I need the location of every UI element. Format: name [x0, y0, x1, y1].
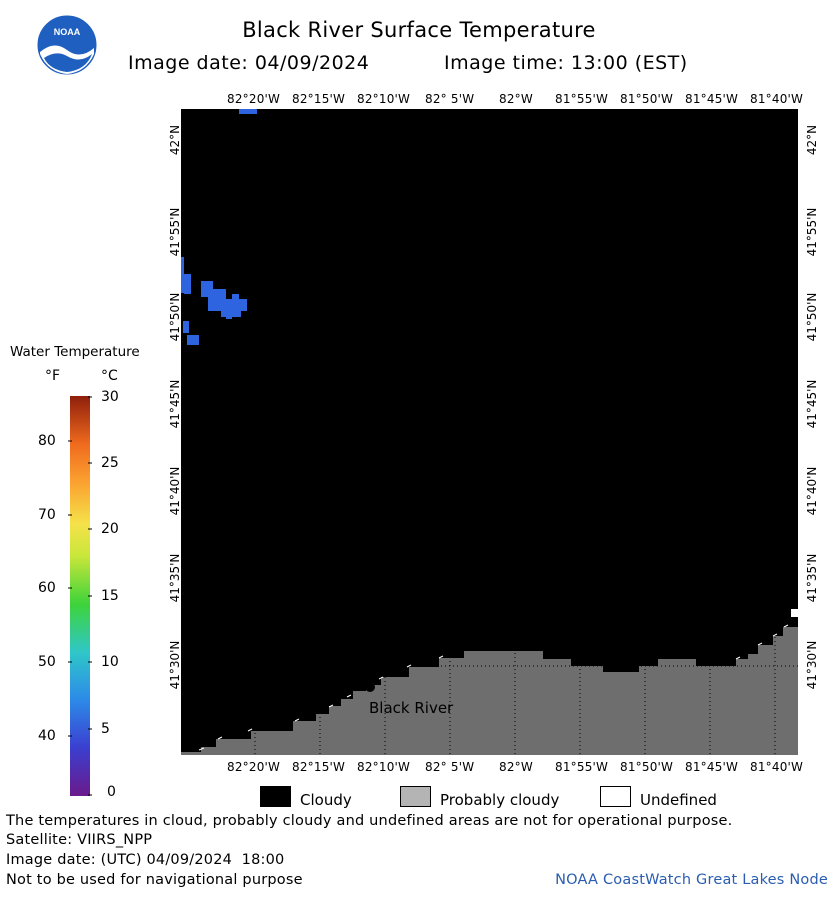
c-tick: 0 — [107, 784, 116, 800]
lat-tick-right: 41°40'N — [805, 466, 819, 516]
disclaimer: The temperatures in cloud, probably cloudy and undefined areas are not for operational purpose. — [6, 813, 733, 829]
lon-tick-top: 81°55'W — [555, 92, 609, 106]
lon-tick-top: 82°15'W — [292, 92, 346, 106]
lon-tick-bottom: 82° 5'W — [425, 760, 475, 774]
lat-tick-left: 41°40'N — [168, 466, 182, 516]
map-panel — [181, 109, 798, 755]
lon-tick-bottom: 81°45'W — [685, 760, 739, 774]
lon-tick-top: 81°40'W — [750, 92, 804, 106]
c-tick: 15 — [101, 588, 119, 604]
lon-tick-top: 82°10'W — [357, 92, 411, 106]
colorbar — [68, 396, 92, 796]
lat-tick-right: 41°45'N — [805, 379, 819, 429]
legend-swatch-undefined — [600, 786, 631, 807]
lat-tick-left: 41°55'N — [168, 207, 182, 257]
colorbar-unit-f: °F — [45, 368, 61, 384]
lon-tick-bottom: 82°15'W — [292, 760, 346, 774]
nav-warning: Not to be used for navigational purpose — [6, 872, 303, 888]
lat-tick-left: 42°N — [168, 124, 182, 156]
black-river-marker — [365, 682, 375, 692]
lat-tick-right: 41°30'N — [805, 640, 819, 690]
image-time: Image time: 13:00 (EST) — [444, 52, 688, 74]
legend-label-probably-cloudy: Probably cloudy — [440, 791, 560, 809]
c-tick: 30 — [101, 389, 119, 405]
c-tick: 5 — [101, 721, 110, 737]
lon-tick-top: 82°W — [499, 92, 533, 106]
legend-swatch-probably-cloudy — [400, 786, 431, 807]
lon-tick-bottom: 81°55'W — [555, 760, 609, 774]
f-tick: 50 — [38, 654, 56, 670]
lat-tick-right: 42°N — [805, 124, 819, 156]
legend-label-undefined: Undefined — [640, 791, 717, 809]
lon-tick-top: 82° 5'W — [425, 92, 475, 106]
lon-tick-bottom: 81°50'W — [620, 760, 674, 774]
undefined-patch — [791, 609, 798, 617]
legend-label-cloudy: Cloudy — [300, 791, 352, 809]
colorbar-title: Water Temperature — [10, 344, 140, 360]
lat-tick-right: 41°50'N — [805, 292, 819, 342]
lat-tick-left: 41°45'N — [168, 379, 182, 429]
f-tick: 80 — [38, 433, 56, 449]
lat-tick-left: 41°35'N — [168, 553, 182, 603]
map-title: Black River Surface Temperature — [242, 18, 596, 42]
lon-tick-top: 81°50'W — [620, 92, 674, 106]
map-svg — [181, 109, 798, 755]
colorbar-unit-c: °C — [101, 368, 118, 384]
c-tick: 25 — [101, 455, 119, 471]
lat-tick-left: 41°50'N — [168, 292, 182, 342]
lon-tick-bottom: 82°20'W — [227, 760, 281, 774]
credit-link[interactable]: NOAA CoastWatch Great Lakes Node — [555, 872, 828, 888]
place-label: Black River — [369, 699, 454, 717]
image-date: Image date: 04/09/2024 — [128, 52, 370, 74]
utc-date: Image date: (UTC) 04/09/2024 18:00 — [6, 852, 285, 868]
lat-tick-right: 41°55'N — [805, 207, 819, 257]
lat-tick-right: 41°35'N — [805, 553, 819, 603]
f-tick: 40 — [38, 728, 56, 744]
satellite-info: Satellite: VIIRS_NPP — [6, 832, 153, 848]
lon-tick-bottom: 82°W — [499, 760, 533, 774]
f-tick: 60 — [38, 580, 56, 596]
lat-tick-left: 41°30'N — [168, 640, 182, 690]
lon-tick-bottom: 81°40'W — [750, 760, 804, 774]
c-tick: 20 — [101, 521, 119, 537]
lon-tick-top: 81°45'W — [685, 92, 739, 106]
legend-swatch-cloudy — [260, 786, 291, 807]
lon-tick-bottom: 82°10'W — [357, 760, 411, 774]
noaa-logo-text: NOAA — [53, 27, 81, 37]
c-tick: 10 — [101, 654, 119, 670]
lon-tick-top: 82°20'W — [227, 92, 281, 106]
f-tick: 70 — [38, 507, 56, 523]
